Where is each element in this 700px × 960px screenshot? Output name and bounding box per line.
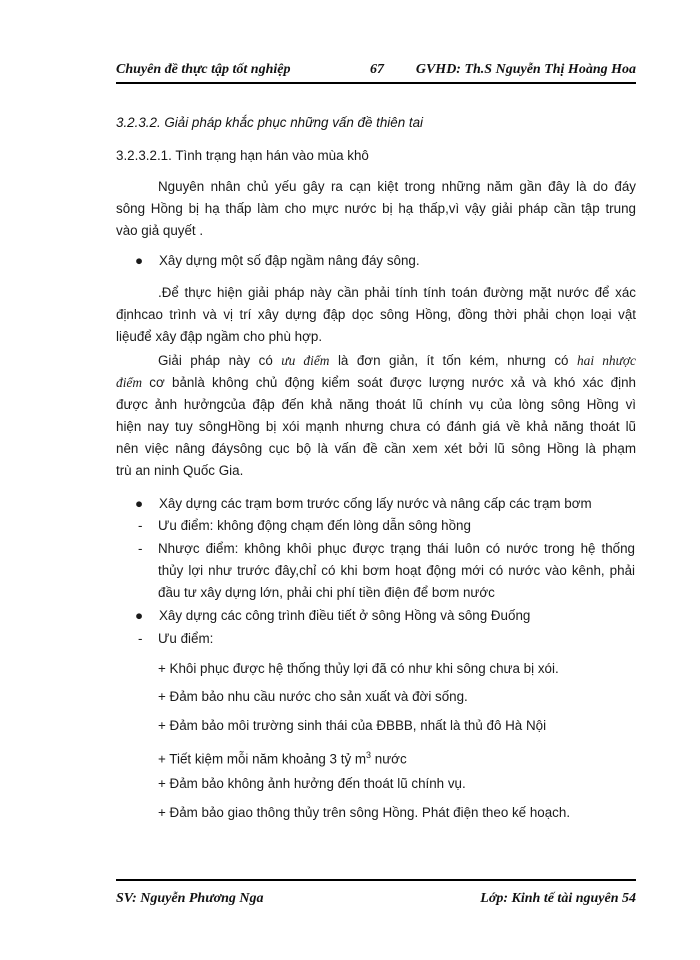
text-run: cơ bảnlà không chủ động kiểm soát được lượng nước xả và khó xác định xyxy=(142,375,636,390)
header-thesis-title: Chuyên đề thực tập tốt nghiệp xyxy=(116,62,291,77)
emphasis-disadvantage: hai nhược xyxy=(576,353,636,368)
bullet-icon: ● xyxy=(135,608,144,623)
paragraph-evaluation xyxy=(116,350,636,482)
dash-line: đầu tư xây dựng lớn, phải chi phí tiền điện để bơm nước xyxy=(158,585,495,600)
emphasis-advantage: ưu điểm xyxy=(281,353,330,368)
header-supervisor: GVHD: Th.S Nguyễn Thị Hoàng Hoa xyxy=(415,62,636,77)
benefit-item: + Khôi phục được hệ thống thủy lợi đã có như khi sông chưa bị xói. xyxy=(158,661,559,676)
text-run: + Tiết kiệm mỗi năm khoảng 3 tỷ m xyxy=(158,751,367,767)
dash-text: Ưu điểm: xyxy=(158,631,214,646)
footer-rule xyxy=(116,879,636,881)
text-run: là đơn giản, ít tốn kém, nhưng có xyxy=(329,353,577,368)
bullet-text: Xây dựng các công trình điều tiết ở sông Hồng và sông Đuống xyxy=(159,608,531,623)
paragraph-line: địnhcao trình và vị trí xây dựng đập dọc sông Hồng, đồng thời phải chọn loại vật xyxy=(116,307,636,322)
section-heading: 3.2.3.2. Giải pháp khắc phục những vấn đề thiên tai xyxy=(116,115,424,130)
bullet-text: Xây dựng một số đập ngầm nâng đáy sông. xyxy=(159,253,420,268)
subsection-heading: 3.2.3.2.1. Tình trạng hạn hán vào mùa khô xyxy=(116,148,369,163)
benefit-item: + Đảm bảo giao thông thủy trên sông Hồng. Phát điện theo kế hoạch. xyxy=(158,805,571,820)
paragraph-line: hiện nay tuy sôngHồng bị xói mạnh nhưng chưa có đánh giá về khả năng thoát lũ xyxy=(116,419,636,434)
paragraph-line xyxy=(116,372,636,394)
paragraph-implementation xyxy=(116,282,636,348)
paragraph-cause xyxy=(116,176,636,242)
header-page-number: 67 xyxy=(370,62,384,77)
benefit-item: + Đảm bảo nhu cầu nước cho sản xuất và đời sống. xyxy=(158,689,468,704)
dash-icon: - xyxy=(138,518,143,533)
benefit-item: + Đảm bảo không ảnh hưởng đến thoát lũ chính vụ. xyxy=(158,776,466,791)
text-run: Giải pháp này có xyxy=(158,353,282,368)
bullet-icon: ● xyxy=(135,496,144,511)
emphasis-disadvantage-cont: điểm xyxy=(116,375,143,390)
paragraph-line xyxy=(116,350,636,372)
superscript: 3 xyxy=(366,750,372,760)
paragraph-line: được ảnh hưởngcủa đập đến khả năng thoát lũ chính vụ của lòng sông Hồng vì xyxy=(116,397,636,412)
paragraph-line: trù an ninh Quốc Gia. xyxy=(116,463,244,478)
dash-text: Ưu điểm: không động chạm đến lòng dẫn sông hồng xyxy=(158,518,471,533)
bullet-text: Xây dựng các trạm bơm trước cống lấy nước và nâng cấp các trạm bơm xyxy=(159,496,592,511)
benefit-item xyxy=(158,744,636,770)
text-run: nước xyxy=(371,751,407,767)
paragraph-line: liệuđể xây đập ngầm cho phù hợp. xyxy=(116,329,323,344)
dash-icon: - xyxy=(138,541,143,556)
footer-class: Lớp: Kinh tế tài nguyên 54 xyxy=(480,891,636,906)
paragraph-line: .Để thực hiện giải pháp này cần phải tính tính toán đường mặt nước để xác xyxy=(158,285,636,300)
paragraph-line: vào giả quyết . xyxy=(116,223,204,238)
dash-text xyxy=(158,538,635,604)
paragraph-line: Nguyên nhân chủ yếu gây ra cạn kiệt trong những năm gần đây là do đáy xyxy=(158,179,636,194)
paragraph-line: nên việc nâng đáysông cục bộ là vấn đề cần xem xét bởi lũ sông Hồng là phạm xyxy=(116,441,636,456)
dash-line: thủy lợi như trước đây,chỉ có khi bơm hoạt động mới có nước vào kênh, phải xyxy=(158,563,635,578)
benefit-item: + Đảm bảo môi trường sinh thái của ĐBBB, nhất là thủ đô Hà Nội xyxy=(158,718,547,733)
dash-icon: - xyxy=(138,631,143,646)
dash-line: Nhược điểm: không khôi phục được trạng thái luôn có nước trong hệ thống xyxy=(158,541,635,556)
paragraph-line: sông Hồng bị hạ thấp làm cho mực nước bị hạ thấp,vì vậy giải pháp cần tập trung xyxy=(116,201,636,216)
page-header xyxy=(116,62,636,82)
bullet-icon: ● xyxy=(135,253,144,268)
page-footer xyxy=(116,891,636,911)
footer-student: SV: Nguyễn Phương Nga xyxy=(116,891,264,906)
header-rule xyxy=(116,82,636,84)
